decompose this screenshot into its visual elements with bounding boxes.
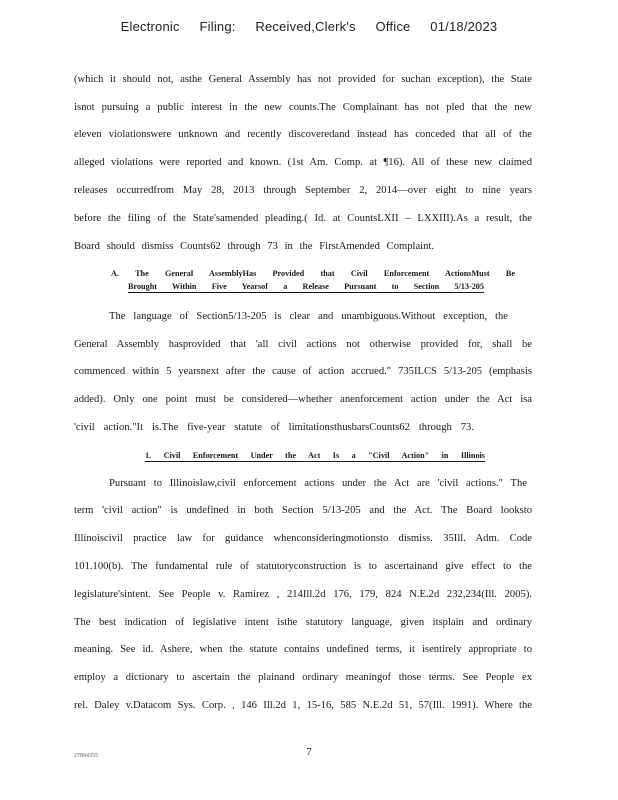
header-filing: Filing:: [199, 19, 236, 34]
header-date: 01/18/2023: [430, 19, 498, 34]
paragraph-2-line-3: commenced within 5 yearsnext after the cause of action accrued." 735ILCS 5/13-205 (emphasis: [74, 366, 532, 377]
header-received-clerks: Received,Clerk's: [255, 19, 356, 34]
paragraph-3-line-2: term 'civil action" is undefined in both Section 5/13-205 and the Act. The Board looksto: [74, 505, 532, 516]
paragraph-1-line-6: before the filing of the State'samended pleading.( Id. at CountsLXII – LXXIII).As a result, the: [74, 213, 532, 224]
paragraph-3-line-8: employ a dictionary to ascertain the plainand ordinary meaningof those terms. See People ex: [74, 672, 532, 683]
paragraph-3-line-3: Illinoiscivil practice law for guidance whenconsideringmotionsto dismiss. 35Ill. Adm. Code: [74, 533, 532, 544]
header-office: Office: [375, 19, 411, 34]
header-electronic: Electronic: [120, 19, 180, 34]
section-heading-a-line-1: A. The General AssemblyHas Provided that Civil Enforcement ActionsMust Be: [111, 269, 515, 278]
paragraph-3-line-1: Pursuant to Illinoislaw,civil enforcement actions under the Act are 'civil actions." The: [109, 478, 527, 489]
paragraph-3-line-4: 101.100(b). The fundamental rule of statutoryconstruction is to ascertainand give effect to the: [74, 561, 532, 572]
paragraph-2-line-5: 'civil action."It is.The five-year statute of limitationsthusbarsCounts62 through 73.: [74, 422, 474, 433]
page-number: 7: [306, 746, 312, 758]
paragraph-3-line-7: meaning. See id. Ashere, when the statute contains undefined terms, it isentirely appropriate to: [74, 644, 532, 655]
section-heading-1: 1. Civil Enforcement Under the Act Is a "Civil Action" in Illinois: [145, 451, 485, 460]
paragraph-2-line-1: The language of Section5/13-205 is clear and unambiguous.Without exception, the: [109, 311, 508, 322]
paragraph-1-line-2: isnot pursuing a public interest in the new counts.The Complainant has not pled that the new: [74, 102, 532, 113]
section-heading-a-line-2: Brought Within Five Yearsof a Release Pursuant to Section 5/13-205: [128, 282, 484, 291]
paragraph-3-line-6: The best indication of legislative intent isthe statutory language, given itsplain and ordinary: [74, 617, 532, 628]
paragraph-3-line-5: legislature'sintent. See People v. Ramirez , 214Ill.2d 176, 179, 824 N.E.2d 232,234(Ill. 2005).: [74, 589, 532, 600]
paragraph-2-line-4: added). Only one point must be considered—whether anenforcement action under the Act isa: [74, 394, 532, 405]
filing-header: [0, 19, 618, 34]
paragraph-1-line-5: releases occurredfrom May 28, 2013 through September 2, 2014—over eight to nine years: [74, 185, 532, 196]
paragraph-1-line-1: (which it should not, asthe General Assembly has not provided for suchan exception), the State: [74, 74, 532, 85]
paragraph-1-line-4: alleged violations were reported and known. (1st Am. Comp. at ¶16). All of these new claimed: [74, 157, 532, 168]
paragraph-2-line-2: General Assembly hasprovided that 'all civil actions not otherwise provided for, shall be: [74, 339, 532, 350]
document-id: 27894355: [74, 753, 98, 759]
paragraph-3-line-9: rel. Daley v.Datacom Sys. Corp. , 146 Ill.2d 1, 15-16, 585 N.E.2d 51, 57(Ill. 1991). Where the: [74, 700, 532, 711]
paragraph-1-line-7: Board should dismiss Counts62 through 73 in the FirstAmended Complaint.: [74, 241, 434, 252]
paragraph-1-line-3: eleven violationswere unknown and recently discoveredand instead has conceded that all of the: [74, 129, 532, 140]
